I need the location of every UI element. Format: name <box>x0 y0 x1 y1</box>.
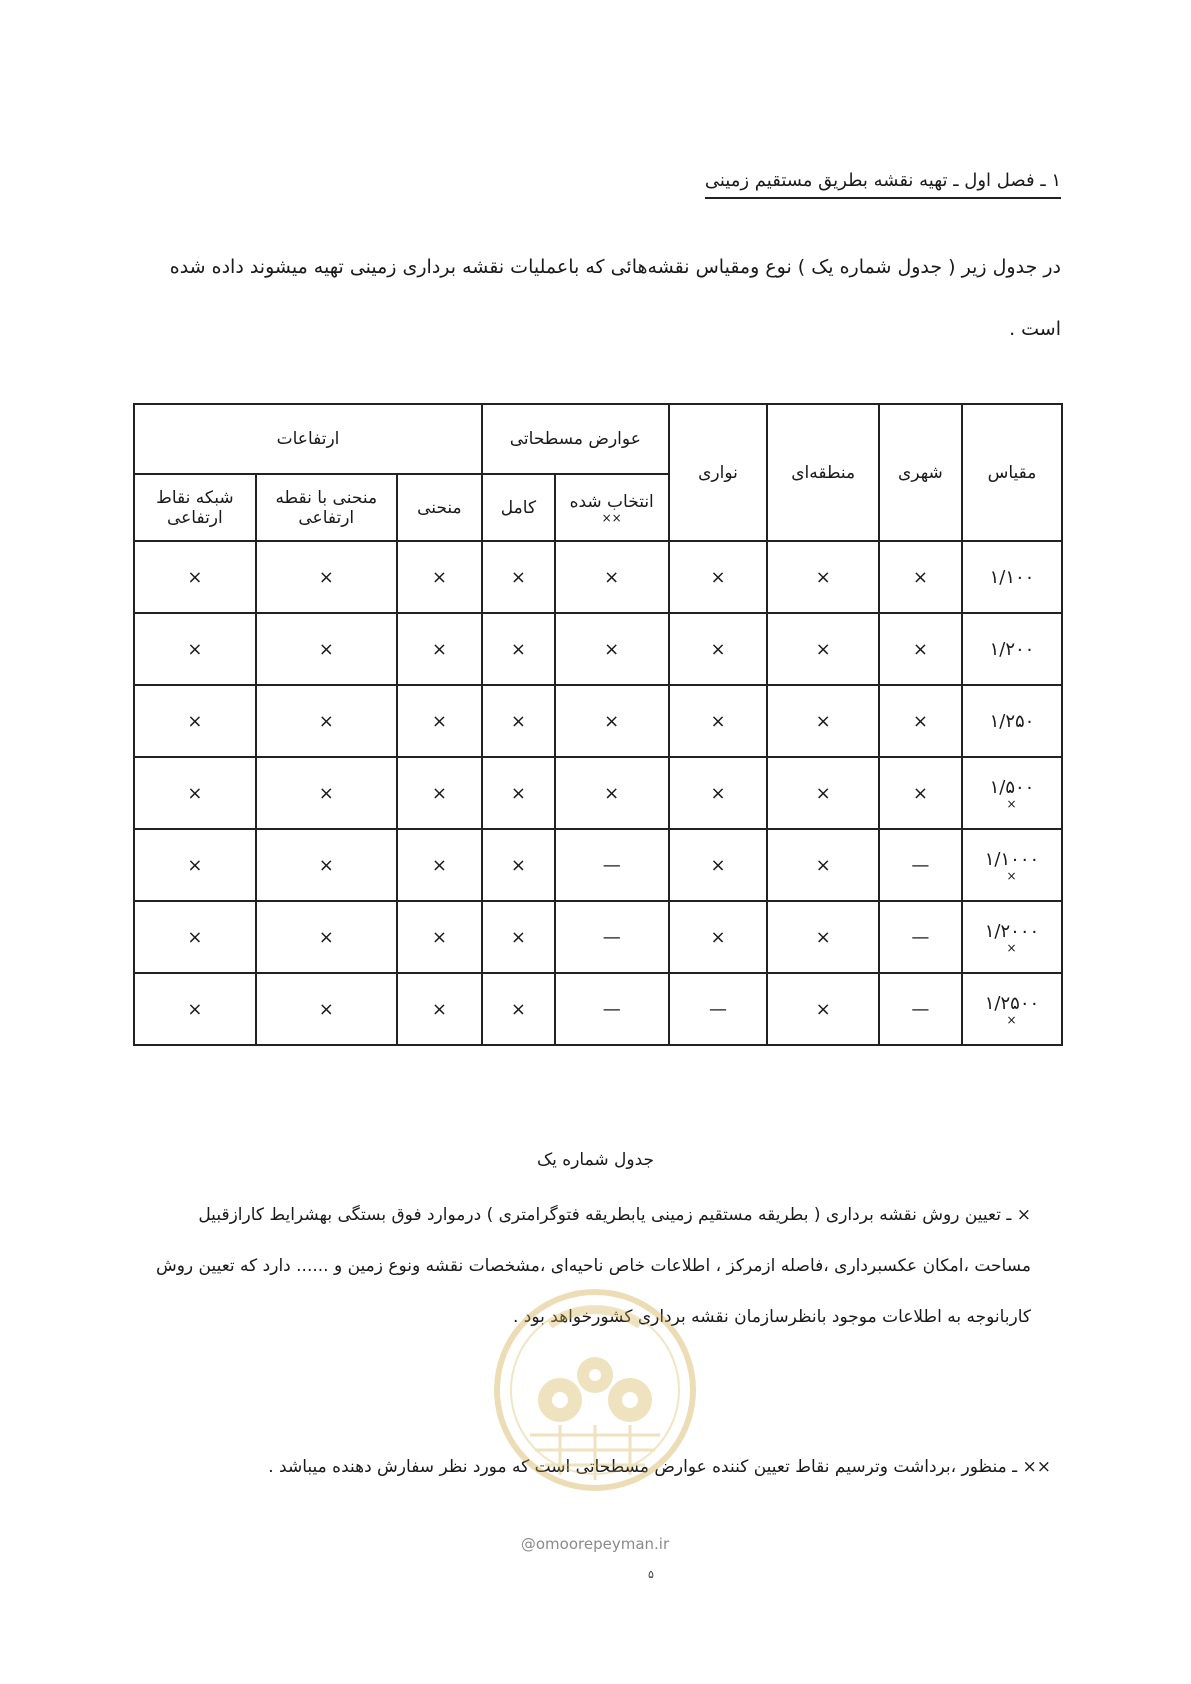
scale-note-mark: × <box>1006 796 1018 811</box>
scale-value: ۱/۲۰۰۰ <box>984 920 1040 942</box>
section-heading: ۱ ـ فصل اول ـ تهیه نقشه بطریق مستقیم زمینی <box>705 170 1061 199</box>
table-row <box>134 541 1062 613</box>
cell-selected: — <box>555 973 669 1045</box>
scale-note-mark: × <box>1006 868 1018 883</box>
table-caption: جدول شماره یک <box>536 1150 655 1170</box>
table-header-row <box>134 404 1062 474</box>
cell-grid: × <box>134 973 256 1045</box>
cell-complete: × <box>482 613 555 685</box>
header-selected-marks: ×× <box>601 510 622 525</box>
table-row <box>134 829 1062 901</box>
cell-urban: — <box>879 973 962 1045</box>
scale-value: ۱/۲۵۰ <box>989 710 1035 732</box>
cell-grid: × <box>134 613 256 685</box>
cell-grid: × <box>134 541 256 613</box>
cell-regional: × <box>767 829 878 901</box>
cell-contour-point: × <box>256 613 397 685</box>
cell-strip: × <box>669 829 768 901</box>
header-regional: منطقه‌ای <box>767 404 878 541</box>
header-urban: شهری <box>879 404 962 541</box>
header-contour: منحنی <box>397 474 482 541</box>
scale-note-mark: × <box>1006 940 1018 955</box>
cell-urban: — <box>879 829 962 901</box>
scale-value: ۱/۱۰۰ <box>989 566 1035 588</box>
cell-selected: × <box>555 685 669 757</box>
table-row <box>134 973 1062 1045</box>
cell-strip: — <box>669 973 768 1045</box>
header-complete: کامل <box>482 474 555 541</box>
cell-scale <box>962 613 1062 685</box>
footnote-single-star: × ـ تعیین روش نقشه برداری ( بطریقه مستقیم زمینی یابطریقه فتوگرامتری ) درموارد فوق بستگی بهشرایط کارازقبیل مساحت ،امکان عکسبرداری ،فاصله ازمرکز ، اطلاعات خاص ناحیه‌ای ،مشخصات نقشه ونوع زمین و ...... دارد که تعیین روش کاربانوجه به اطلاعات موجود بانظرسازمان نقشه برداری کشورخواهد بود . <box>155 1205 1031 1327</box>
cell-complete: × <box>482 685 555 757</box>
cell-contour-point: × <box>256 973 397 1045</box>
cell-urban: × <box>879 685 962 757</box>
cell-strip: × <box>669 541 768 613</box>
table-row <box>134 613 1062 685</box>
scale-value: ۱/۱۰۰۰ <box>984 848 1040 870</box>
cell-complete: × <box>482 757 555 829</box>
cell-complete: × <box>482 973 555 1045</box>
cell-scale <box>962 757 1062 829</box>
cell-contour: × <box>397 901 482 973</box>
watermark-text: @omoorepeyman.ir <box>520 1535 670 1553</box>
cell-scale <box>962 829 1062 901</box>
cell-selected: × <box>555 541 669 613</box>
header-elevations: ارتفاعات <box>134 404 482 474</box>
cell-strip: × <box>669 901 768 973</box>
cell-scale <box>962 973 1062 1045</box>
cell-scale <box>962 901 1062 973</box>
cell-regional: × <box>767 685 878 757</box>
scale-value: ۱/۲۰۰ <box>989 638 1035 660</box>
cell-regional: × <box>767 757 878 829</box>
cell-contour: × <box>397 973 482 1045</box>
cell-regional: × <box>767 613 878 685</box>
header-strip: نواری <box>669 404 768 541</box>
scale-note-mark: × <box>1006 1012 1018 1027</box>
header-contour-point: منحنی با نقطه ارتفاعی <box>256 474 397 541</box>
cell-strip: × <box>669 685 768 757</box>
cell-regional: × <box>767 973 878 1045</box>
page-number: ۵ <box>648 1568 654 1581</box>
cell-urban: × <box>879 757 962 829</box>
cell-contour-point: × <box>256 541 397 613</box>
intro-paragraph: در جدول زیر ( جدول شماره یک ) نوع ومقیاس نقشه‌هائی که باعملیات نقشه برداری زمینی تهیه میشوند داده شده است . <box>169 256 1061 340</box>
table-row <box>134 757 1062 829</box>
header-selected-label: انتخاب شده <box>569 491 654 512</box>
cell-grid: × <box>134 829 256 901</box>
cell-complete: × <box>482 541 555 613</box>
cell-contour-point: × <box>256 685 397 757</box>
cell-urban: × <box>879 541 962 613</box>
header-scale: مقیاس <box>962 404 1062 541</box>
header-grid-points: شبکه نقاط ارتفاعی <box>134 474 256 541</box>
cell-grid: × <box>134 757 256 829</box>
cell-contour: × <box>397 829 482 901</box>
cell-strip: × <box>669 613 768 685</box>
cell-contour: × <box>397 541 482 613</box>
cell-contour-point: × <box>256 901 397 973</box>
cell-urban: × <box>879 613 962 685</box>
cell-regional: × <box>767 541 878 613</box>
table-row <box>134 685 1062 757</box>
cell-contour: × <box>397 613 482 685</box>
cell-complete: × <box>482 901 555 973</box>
scale-value: ۱/۲۵۰۰ <box>984 992 1040 1014</box>
cell-scale <box>962 685 1062 757</box>
cell-regional: × <box>767 901 878 973</box>
cell-selected: × <box>555 613 669 685</box>
cell-urban: — <box>879 901 962 973</box>
cell-selected: — <box>555 829 669 901</box>
cell-contour-point: × <box>256 829 397 901</box>
cell-contour: × <box>397 685 482 757</box>
cell-grid: × <box>134 901 256 973</box>
footnote-double-star: ×× ـ منظور ،برداشت وترسیم نقاط تعیین کننده عوارض مسطحاتی است که مورد نظر سفارش دهنده میباشد . <box>268 1457 1051 1477</box>
header-surface-features: عوارض مسطحاتی <box>482 404 669 474</box>
cell-scale <box>962 541 1062 613</box>
table-row <box>134 901 1062 973</box>
cell-complete: × <box>482 829 555 901</box>
header-selected <box>555 474 669 541</box>
watermark-logo-icon <box>490 1265 700 1515</box>
cell-contour-point: × <box>256 757 397 829</box>
cell-strip: × <box>669 757 768 829</box>
cell-selected: × <box>555 757 669 829</box>
scale-value: ۱/۵۰۰ <box>989 776 1035 798</box>
cell-selected: — <box>555 901 669 973</box>
cell-contour: × <box>397 757 482 829</box>
scale-type-table <box>133 403 1063 1046</box>
cell-grid: × <box>134 685 256 757</box>
